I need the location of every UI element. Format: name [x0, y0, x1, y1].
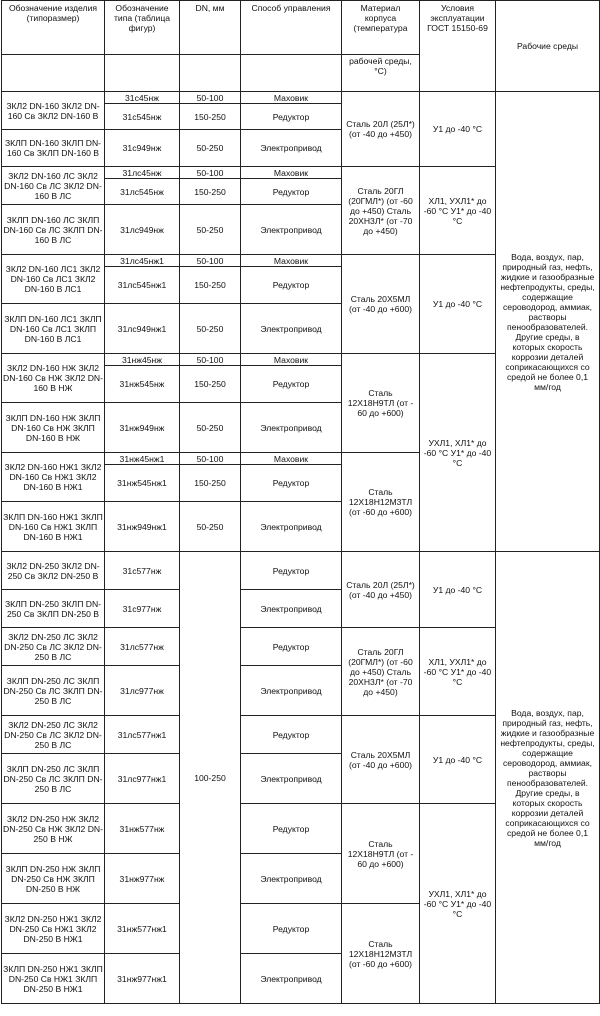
header-material: Материал корпуса (температура: [342, 1, 420, 55]
dn-cell: 50-250: [180, 304, 241, 354]
type-cell: 31нж545нж1: [105, 465, 180, 502]
type-cell: 31с949нж: [105, 130, 180, 167]
type-cell: 31нж577нж: [105, 804, 180, 854]
type-cell: 31лс545нж1: [105, 267, 180, 304]
material-cell: Сталь 20ГЛ (20ГМЛ*) (от -60 до +450) Сталь 20ХН3Л* (от -70 до +450): [342, 167, 420, 255]
type-cell: 31нж577нж1: [105, 904, 180, 954]
header-media: Рабочие среды: [496, 1, 600, 92]
dn-cell: 50-100: [180, 453, 241, 465]
header-control: Способ управления: [241, 1, 342, 55]
climate-cell: ХЛ1, УХЛ1* до -60 °С У1* до -40 °С: [420, 628, 496, 716]
control-cell: Редуктор: [241, 716, 342, 754]
type-cell: 31с577нж: [105, 552, 180, 590]
designation-cell: ЗКЛП DN-250 ЛС ЗКЛП DN-250 Св ЛС ЗКЛП DN-250 В ЛС: [2, 666, 105, 716]
material-cell: Сталь 12Х18Н9ТЛ (от - 60 до +600): [342, 354, 420, 453]
climate-cell: У1 до -40 °С: [420, 92, 496, 167]
control-cell: Маховик: [241, 167, 342, 179]
type-cell: 31нж949нж: [105, 403, 180, 453]
control-cell: Электропривод: [241, 754, 342, 804]
type-cell: 31лс949нж1: [105, 304, 180, 354]
table-row: [2, 92, 600, 104]
blank-cell: [105, 55, 180, 92]
blank-cell: [2, 55, 105, 92]
designation-cell: ЗКЛП DN-160 НЖ1 ЗКЛП DN-160 Св НЖ1 ЗКЛП DN-160 В НЖ1: [2, 502, 105, 552]
control-cell: Редуктор: [241, 465, 342, 502]
control-cell: Электропривод: [241, 854, 342, 904]
type-cell: 31нж45нж1: [105, 453, 180, 465]
header-climate: Условия эксплуатации ГОСТ 15150-69: [420, 1, 496, 92]
type-cell: 31лс577нж1: [105, 716, 180, 754]
dn-cell: 150-250: [180, 179, 241, 205]
type-cell: 31нж545нж: [105, 366, 180, 403]
dn-cell: 150-250: [180, 465, 241, 502]
designation-cell: ЗКЛ2 DN-160 НЖ ЗКЛ2 DN-160 Св НЖ ЗКЛ2 DN-160 В НЖ: [2, 354, 105, 403]
control-cell: Редуктор: [241, 804, 342, 854]
climate-cell: ХЛ1, УХЛ1* до -60 °С У1* до -40 °С: [420, 167, 496, 255]
material-cell: Сталь 12Х18Н9ТЛ (от - 60 до +600): [342, 804, 420, 904]
header-row: [2, 1, 600, 55]
type-cell: 31с977нж: [105, 590, 180, 628]
dn-cell: 50-250: [180, 403, 241, 453]
control-cell: Маховик: [241, 453, 342, 465]
dn-cell: 50-100: [180, 255, 241, 267]
control-cell: Маховик: [241, 255, 342, 267]
designation-cell: ЗКЛ2 DN-160 ЛС1 ЗКЛ2 DN-160 Св ЛС1 ЗКЛ2 DN-160 В ЛС1: [2, 255, 105, 304]
designation-cell: ЗКЛП DN-160 ЗКЛП DN-160 Св ЗКЛП DN-160 В: [2, 130, 105, 167]
designation-cell: ЗКЛ2 DN-250 ЗКЛ2 DN-250 Св ЗКЛ2 DN-250 В: [2, 552, 105, 590]
type-cell: 31нж45нж: [105, 354, 180, 366]
designation-cell: ЗКЛ2 DN-160 НЖ1 ЗКЛ2 DN-160 Св НЖ1 ЗКЛ2 DN-160 В НЖ1: [2, 453, 105, 502]
control-cell: Электропривод: [241, 304, 342, 354]
control-cell: Электропривод: [241, 130, 342, 167]
designation-cell: ЗКЛ2 DN-250 ЛС ЗКЛ2 DN-250 Св ЛС ЗКЛ2 DN-250 В ЛС: [2, 628, 105, 666]
type-cell: 31лс577нж: [105, 628, 180, 666]
designation-cell: ЗКЛП DN-250 НЖ1 ЗКЛП DN-250 Св НЖ1 ЗКЛП DN-250 В НЖ1: [2, 954, 105, 1004]
designation-cell: ЗКЛП DN-160 ЛС1 ЗКЛП DN-160 Св ЛС1 ЗКЛП DN-160 В ЛС1: [2, 304, 105, 354]
designation-cell: ЗКЛП DN-250 НЖ ЗКЛП DN-250 Св НЖ ЗКЛП DN-250 В НЖ: [2, 854, 105, 904]
type-cell: 31с545нж: [105, 104, 180, 130]
dn-cell: 100-250: [180, 552, 241, 1004]
material-cell: Сталь 12Х18Н12М3ТЛ (от -60 до +600): [342, 453, 420, 552]
dn-cell: 50-250: [180, 130, 241, 167]
designation-cell: ЗКЛ2 DN-250 ЛС ЗКЛ2 DN-250 Св ЛС ЗКЛ2 DN-250 В ЛС: [2, 716, 105, 754]
material-cell: Сталь 20Л (25Л*) (от -40 до +450): [342, 92, 420, 167]
control-cell: Редуктор: [241, 552, 342, 590]
climate-cell: УХЛ1, ХЛ1* до -60 °С У1* до -40 °С: [420, 804, 496, 1004]
material-cell: Сталь 20Л (25Л*) (от -40 до +450): [342, 552, 420, 628]
control-cell: Электропривод: [241, 502, 342, 552]
climate-cell: У1 до -40 °С: [420, 716, 496, 804]
designation-cell: ЗКЛ2 DN-160 ЗКЛ2 DN-160 Св ЗКЛ2 DN-160 В: [2, 92, 105, 130]
designation-cell: ЗКЛП DN-160 НЖ ЗКЛП DN-160 Св НЖ ЗКЛП DN-160 В НЖ: [2, 403, 105, 453]
control-cell: Электропривод: [241, 590, 342, 628]
control-cell: Электропривод: [241, 666, 342, 716]
blank-cell: [241, 55, 342, 92]
control-cell: Редуктор: [241, 267, 342, 304]
dn-cell: 150-250: [180, 366, 241, 403]
dn-cell: 50-100: [180, 167, 241, 179]
dn-cell: 50-100: [180, 354, 241, 366]
material-cell: Сталь 12Х18Н12М3ТЛ (от -60 до +600): [342, 904, 420, 1004]
type-cell: 31лс977нж: [105, 666, 180, 716]
type-cell: 31нж977нж1: [105, 954, 180, 1004]
climate-cell: У1 до -40 °С: [420, 552, 496, 628]
header-type: Обозначение типа (таблица фигур): [105, 1, 180, 55]
material-cell: Сталь 20Х5МЛ (от -40 до +600): [342, 716, 420, 804]
type-cell: 31с45нж: [105, 92, 180, 104]
type-cell: 31лс45нж: [105, 167, 180, 179]
type-cell: 31лс545нж: [105, 179, 180, 205]
control-cell: Редуктор: [241, 904, 342, 954]
designation-cell: ЗКЛ2 DN-250 НЖ1 ЗКЛ2 DN-250 Св НЖ1 ЗКЛ2 DN-250 В НЖ1: [2, 904, 105, 954]
climate-cell: УХЛ1, ХЛ1* до -60 °С У1* до -40 °С: [420, 354, 496, 552]
climate-cell: У1 до -40 °С: [420, 255, 496, 354]
material-cell: Сталь 20Х5МЛ (от -40 до +600): [342, 255, 420, 354]
control-cell: Редуктор: [241, 179, 342, 205]
header-designation: Обозначение изделия (типоразмер): [2, 1, 105, 55]
control-cell: Электропривод: [241, 954, 342, 1004]
control-cell: Маховик: [241, 354, 342, 366]
control-cell: Маховик: [241, 92, 342, 104]
dn-cell: 150-250: [180, 104, 241, 130]
type-cell: 31лс977нж1: [105, 754, 180, 804]
dn-cell: 50-100: [180, 92, 241, 104]
material-cell: Сталь 20ГЛ (20ГМЛ*) (от -60 до +450) Сталь 20ХН3Л* (от -70 до +450): [342, 628, 420, 716]
type-cell: 31нж977нж: [105, 854, 180, 904]
control-cell: Электропривод: [241, 403, 342, 453]
designation-cell: ЗКЛ2 DN-160 ЛС ЗКЛ2 DN-160 Св ЛС ЗКЛ2 DN-160 В ЛС: [2, 167, 105, 205]
control-cell: Редуктор: [241, 366, 342, 403]
header-dn: DN, мм: [180, 1, 241, 55]
designation-cell: ЗКЛП DN-160 ЛС ЗКЛП DN-160 Св ЛС ЗКЛП DN-160 В ЛС: [2, 205, 105, 255]
dn-cell: 50-250: [180, 502, 241, 552]
header-material-cont: рабочей среды, °С): [342, 55, 420, 92]
media-cell: Вода, воздух, пар, природный газ, нефть, жидкие и газообразные нефтепродукты, среды, содержащие сероводород, аммиак, растворы пенообразователей. Другие среды, в которых скорость коррозии деталей соприкасающихся со средой не более 0,1 мм/год: [496, 552, 600, 1004]
type-cell: 31лс949нж: [105, 205, 180, 255]
designation-cell: ЗКЛ2 DN-250 НЖ ЗКЛ2 DN-250 Св НЖ ЗКЛ2 DN-250 В НЖ: [2, 804, 105, 854]
table-row: [2, 552, 600, 590]
blank-cell: [180, 55, 241, 92]
control-cell: Редуктор: [241, 104, 342, 130]
control-cell: Электропривод: [241, 205, 342, 255]
type-cell: 31лс45нж1: [105, 255, 180, 267]
media-cell: Вода, воздух, пар, природный газ, нефть, жидкие и газообразные нефтепродукты, среды, содержащие сероводород, аммиак, растворы пенообразователей. Другие среды, в которых скорость коррозии деталей соприкасающихся со средой не более 0,1 мм/год: [496, 92, 600, 552]
dn-cell: 150-250: [180, 267, 241, 304]
type-cell: 31нж949нж1: [105, 502, 180, 552]
dn-cell: 50-250: [180, 205, 241, 255]
control-cell: Редуктор: [241, 628, 342, 666]
designation-cell: ЗКЛП DN-250 ЛС ЗКЛП DN-250 Св ЛС ЗКЛП DN-250 В ЛС: [2, 754, 105, 804]
designation-cell: ЗКЛП DN-250 ЗКЛП DN-250 Св ЗКЛП DN-250 В: [2, 590, 105, 628]
specification-table: [1, 0, 600, 1004]
